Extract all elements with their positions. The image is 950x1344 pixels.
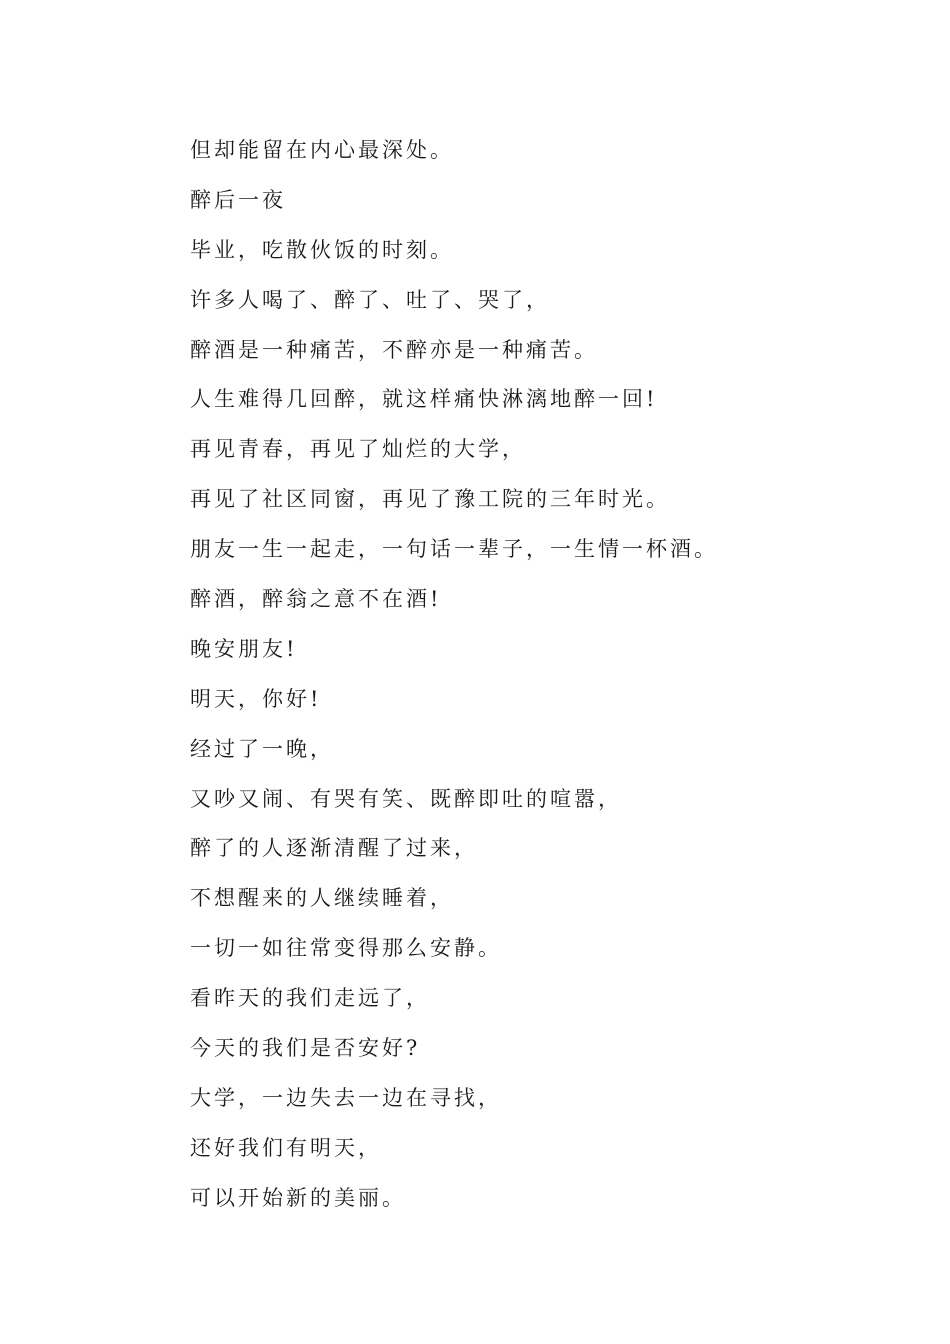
text-line: 明天，你好! <box>190 686 322 711</box>
text-line: 毕业，吃散伙饭的时刻。 <box>190 237 454 262</box>
text-line: 可以开始新的美丽。 <box>190 1185 406 1210</box>
text-line: 又吵又闹、有哭有笑、既醉即吐的喧嚣， <box>190 786 622 811</box>
text-line: 经过了一晚， <box>190 736 334 761</box>
section-heading: 醉后一夜 <box>190 187 286 212</box>
text-line: 朋友一生一起走，一句话一辈子，一生情一杯酒。 <box>190 537 718 562</box>
text-line: 一切一如往常变得那么安静。 <box>190 936 502 961</box>
text-line: 但却能留在内心最深处。 <box>190 138 454 162</box>
text-line: 大学，一边失去一边在寻找， <box>190 1085 502 1110</box>
text-line: 醉酒是一种痛苦，不醉亦是一种痛苦。 <box>190 337 598 362</box>
text-line: 人生难得几回醉，就这样痛快淋漓地醉一回! <box>190 387 658 412</box>
text-line: 还好我们有明天， <box>190 1135 382 1160</box>
text-line: 许多人喝了、醉了、吐了、哭了， <box>190 287 550 312</box>
text-line: 再见青春，再见了灿烂的大学， <box>190 437 526 462</box>
text-line: 看昨天的我们走远了， <box>190 986 430 1011</box>
text-line: 醉酒，醉翁之意不在酒! <box>190 587 442 612</box>
text-line: 今天的我们是否安好? <box>190 1036 421 1061</box>
text-line: 晚安朋友! <box>190 636 298 661</box>
text-line: 醉了的人逐渐清醒了过来， <box>190 836 478 861</box>
poem-text <box>190 126 890 1224</box>
text-line: 再见了社区同窗，再见了豫工院的三年时光。 <box>190 487 670 512</box>
text-line: 不想醒来的人继续睡着， <box>190 886 454 911</box>
